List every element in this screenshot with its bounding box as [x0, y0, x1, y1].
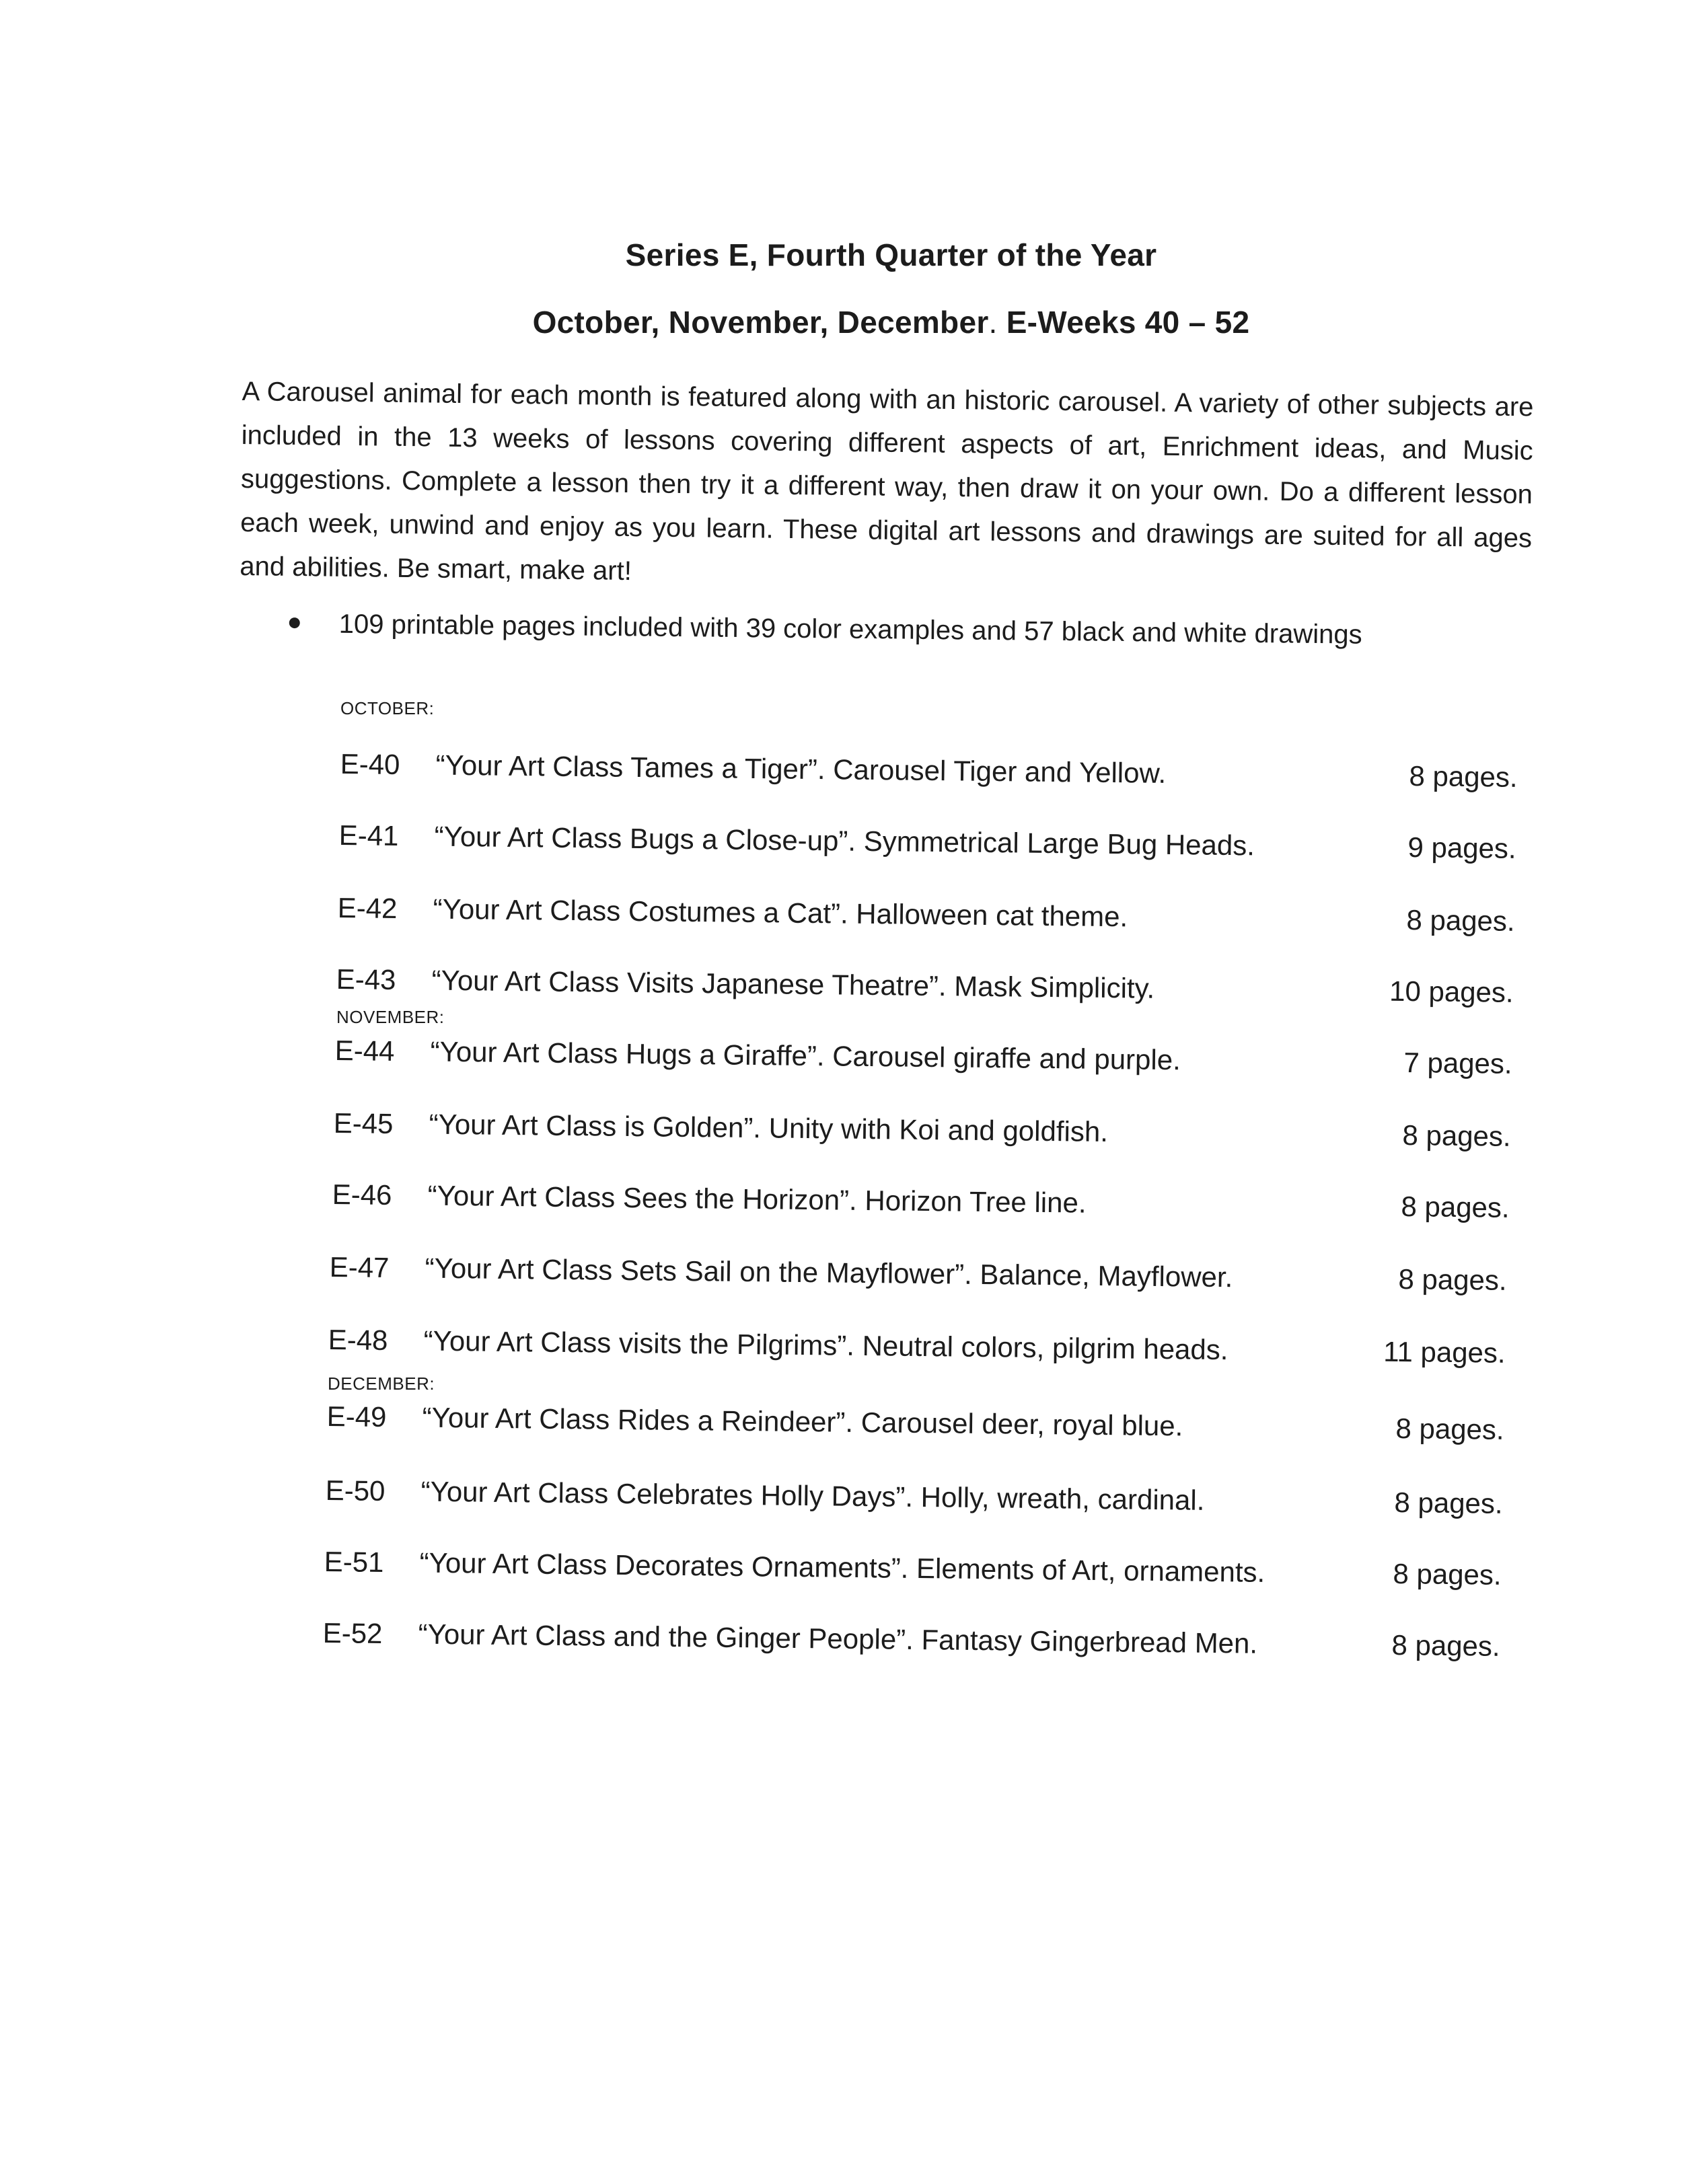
lesson-code: E-45 — [333, 1107, 394, 1140]
lesson-pages: 8 pages. — [1409, 760, 1518, 793]
lesson-code: E-43 — [336, 963, 396, 996]
lesson-title: “Your Art Class Tames a Tiger”. Carousel Tiger and Yellow. — [435, 749, 1167, 789]
lesson-code: E-52 — [322, 1617, 383, 1650]
lesson-title: “Your Art Class visits the Pilgrims”. Neutral colors, pilgrim heads. — [423, 1324, 1228, 1366]
lesson-title: “Your Art Class Visits Japanese Theatre”. Mask Simplicity. — [431, 964, 1155, 1004]
subtitle-months: October, November, December — [532, 305, 989, 340]
lesson-title: “Your Art Class Costumes a Cat”. Halloween cat theme. — [433, 893, 1128, 933]
lesson-row — [326, 1400, 1504, 1454]
lesson-code: E-50 — [325, 1474, 386, 1507]
lesson-title: “Your Art Class and the Ginger People”. Fantasy Gingerbread Men. — [418, 1618, 1258, 1659]
lesson-title: “Your Art Class Hugs a Giraffe”. Carousel giraffe and purple. — [430, 1035, 1181, 1076]
document-title: Series E, Fourth Quarter of the Year — [625, 237, 1157, 272]
lesson-pages: 8 pages. — [1395, 1413, 1504, 1445]
lesson-row — [333, 1107, 1511, 1161]
month-label-october: OCTOBER: — [340, 698, 435, 718]
lesson-row — [329, 1251, 1507, 1305]
lesson-code: E-42 — [337, 892, 398, 925]
lesson-pages: 8 pages. — [1394, 1486, 1503, 1519]
lesson-pages: 11 pages. — [1383, 1335, 1506, 1369]
lesson-row — [334, 1034, 1512, 1088]
lesson-row — [336, 963, 1514, 1017]
subtitle-weeks: E-Weeks 40 – 52 — [1006, 305, 1250, 340]
lesson-pages: 8 pages. — [1402, 1119, 1511, 1152]
lesson-row — [337, 892, 1515, 946]
lesson-row — [332, 1178, 1510, 1232]
lesson-row — [340, 748, 1518, 802]
lesson-code: E-51 — [324, 1546, 384, 1579]
lesson-title: “Your Art Class Celebrates Holly Days”. Holly, wreath, cardinal. — [420, 1475, 1205, 1516]
lesson-pages: 8 pages. — [1401, 1191, 1510, 1223]
lesson-row — [325, 1474, 1503, 1528]
lesson-code: E-41 — [338, 819, 399, 852]
lesson-pages: 8 pages. — [1393, 1558, 1502, 1591]
lesson-pages: 9 pages. — [1407, 831, 1516, 864]
lesson-title: “Your Art Class Sets Sail on the Mayflower”. Balance, Mayflower. — [425, 1252, 1233, 1293]
intro-paragraph: A Carousel animal for each month is featured along with an historic carousel. A variety of other subjects are included in the 13 weeks of lessons covering different aspects of art, Enrichment ideas, and Music suggestions. Complete a lesson then try it a different way, then draw it on your own. Do a different lesson each week, unwind and enjoy as you learn. These digital art lessons and drawings are suited for all ages and abilities. Be smart, make art! — [240, 376, 1534, 587]
lesson-code: E-40 — [340, 748, 400, 781]
lesson-code: E-44 — [334, 1034, 395, 1067]
bullet-text: 109 printable pages included with 39 color examples and 57 black and white drawings — [338, 609, 1362, 650]
lesson-title: “Your Art Class Rides a Reindeer”. Carousel deer, royal blue. — [422, 1401, 1183, 1442]
lesson-code: E-46 — [332, 1178, 392, 1211]
lesson-title: “Your Art Class is Golden”. Unity with Koi and goldfish. — [429, 1108, 1109, 1148]
lesson-title: “Your Art Class Bugs a Close-up”. Symmetrical Large Bug Heads. — [434, 820, 1255, 862]
lesson-code: E-47 — [329, 1251, 390, 1284]
lesson-row — [324, 1546, 1502, 1599]
lesson-title: “Your Art Class Sees the Horizon”. Horizon Tree line. — [427, 1179, 1087, 1219]
lesson-row — [338, 819, 1516, 873]
lesson-pages: 8 pages. — [1406, 904, 1515, 937]
lesson-title: “Your Art Class Decorates Ornaments”. Elements of Art, ornaments. — [419, 1546, 1265, 1588]
lesson-pages: 7 pages. — [1403, 1047, 1512, 1080]
month-label-december: DECEMBER: — [328, 1373, 435, 1394]
lesson-row — [328, 1324, 1506, 1378]
lesson-pages: 8 pages. — [1398, 1263, 1507, 1296]
lesson-pages: 8 pages. — [1391, 1629, 1500, 1662]
lesson-row — [322, 1617, 1500, 1671]
lesson-code: E-48 — [328, 1324, 388, 1357]
month-label-november: NOVEMBER: — [336, 1007, 445, 1027]
lesson-code: E-49 — [326, 1400, 387, 1433]
subtitle-separator: . — [988, 305, 1006, 340]
lesson-pages: 10 pages. — [1389, 975, 1514, 1008]
